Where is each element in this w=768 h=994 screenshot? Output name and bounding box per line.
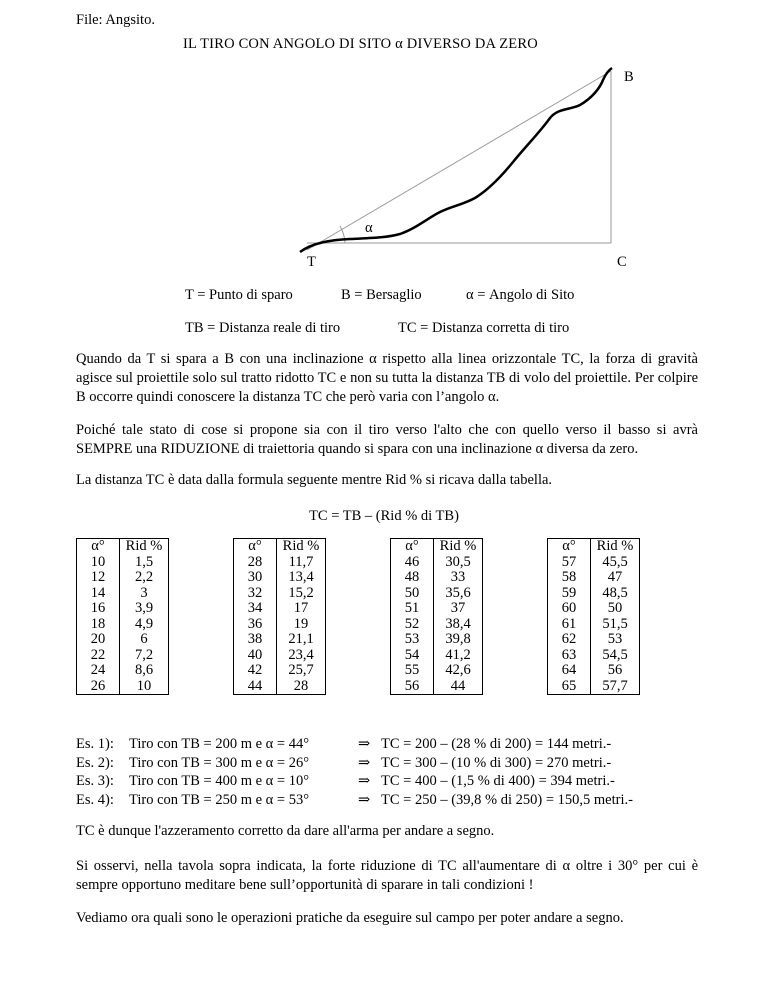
angle-cell: 58 [561,569,577,585]
rid-cell: 48,5 [602,584,628,601]
angle-header: α° [405,538,419,554]
angle-cell: 53 [404,631,420,647]
rid-cell: 6 [140,631,148,647]
example-result: TC = 300 – (10 % di 300) = 270 metri.- [381,754,612,771]
reduction-table [390,538,483,695]
angle-cell: 57 [561,553,577,570]
angle-cell: 55 [404,662,420,678]
angle-cell: 34 [247,600,263,616]
angle-cell: 18 [90,615,106,632]
rid-cell: 19 [293,615,309,632]
angle-column [77,539,120,695]
example-number: Es. 3): [76,773,114,789]
paragraph-observation: Si osservi, nella tavola sopra indicata, la forte riduzione di TC all'aumentare di α oltre i 30° per cui è sempre opportuno meditare bene sull’opportunità di sparare in tali condizioni ! [76,858,698,893]
example-given: Tiro con TB = 300 m e α = 26° [129,754,309,771]
terrain-trajectory [300,68,612,252]
rid-cell: 11,7 [288,553,314,570]
example-given: Tiro con TB = 400 m e α = 10° [129,773,309,789]
angle-column [548,539,591,695]
angle-cell: 16 [90,600,106,616]
example-number: Es. 2): [76,754,114,771]
reduction-table [547,538,640,695]
implies-icon: ⇒ [358,736,371,752]
legend-tc: TC = Distanza corretta di tiro [398,320,570,336]
angle-cell: 61 [561,615,577,632]
legend-tb: TB = Distanza reale di tiro [185,320,341,336]
angle-cell: 20 [90,631,106,647]
rid-cell: 17 [293,600,309,616]
label-c: C [617,254,627,270]
example-result: TC = 200 – (28 % di 200) = 144 metri.- [381,736,612,752]
rid-cell: 45,5 [602,553,628,570]
rid-cell: 54,5 [602,646,628,663]
example-number: Es. 4): [76,791,114,808]
rid-column [277,539,326,695]
angle-cell: 26 [90,677,106,694]
angle-cell: 51 [404,600,420,616]
legend-alpha: α = Angolo di Sito [466,287,575,303]
rid-cell: 1,5 [134,553,154,570]
example-result: TC = 400 – (1,5 % di 400) = 394 metri.- [381,773,615,789]
page-title: IL TIRO CON ANGOLO DI SITO α DIVERSO DA ZERO [183,36,538,52]
rid-cell: 25,7 [288,662,314,678]
angle-cell: 14 [90,584,106,601]
rid-cell: 42,6 [445,662,471,678]
rid-cell: 8,6 [134,662,154,678]
rid-cell: 10 [136,677,152,694]
angle-header: α° [91,538,105,554]
rid-header: Rid % [439,538,477,554]
angle-cell: 30 [247,569,263,585]
rid-cell: 3 [140,584,148,601]
rid-cell: 2,2 [134,569,154,585]
rid-cell: 41,2 [445,646,471,663]
angle-cell: 64 [561,662,577,678]
legend-t: T = Punto di sparo [185,287,293,303]
rid-cell: 3,9 [134,600,154,616]
rid-cell: 15,2 [288,584,314,601]
label-t: T [307,254,316,270]
reduction-table [76,538,169,695]
angle-cell: 36 [247,615,263,632]
rid-column [591,539,640,695]
implies-icon: ⇒ [358,791,371,808]
rid-cell: 30,5 [445,553,471,570]
rid-cell: 37 [450,600,466,616]
angle-cell: 56 [404,677,420,694]
rid-cell: 39,8 [445,631,471,647]
rid-cell: 51,5 [602,615,628,632]
angle-cell: 63 [561,646,577,663]
rid-cell: 21,1 [288,631,314,647]
rid-cell: 47 [607,569,623,585]
angle-cell: 62 [561,631,577,647]
angle-column [234,539,277,695]
angle-cell: 42 [247,662,263,678]
rid-cell: 33 [450,569,466,585]
rid-cell: 53 [607,631,623,647]
rid-header: Rid % [125,538,163,554]
rid-header: Rid % [596,538,634,554]
file-label: File: Angsito. [76,12,155,28]
example-number: Es. 1): [76,736,114,752]
paragraph-conclusion: TC è dunque l'azzeramento corretto da dare all'arma per andare a segno. [76,823,495,839]
rid-cell: 44 [450,677,466,694]
rid-cell: 28 [293,677,309,694]
label-alpha: α [365,220,373,236]
angle-cell: 50 [404,584,420,601]
angle-header: α° [562,538,576,554]
rid-cell: 23,4 [288,646,314,663]
angle-cell: 32 [247,584,263,601]
angle-cell: 10 [90,553,106,570]
example-given: Tiro con TB = 200 m e α = 44° [129,736,309,752]
angle-cell: 60 [561,600,577,616]
angle-cell: 44 [247,677,263,694]
angle-cell: 46 [404,553,420,570]
angle-cell: 40 [247,646,263,663]
angle-cell: 54 [404,646,420,663]
rid-header: Rid % [282,538,320,554]
rid-cell: 4,9 [134,615,154,632]
reduction-table [233,538,326,695]
label-b: B [624,69,634,85]
angle-header: α° [248,538,262,554]
rid-cell: 13,4 [288,569,314,585]
paragraph-intro: Quando da T si spara a B con una inclinazione α rispetto alla linea orizzontale TC, la forza di gravità agisce sul proiettile solo sul tratto ridotto TC e non su tutta la distanza TB di volo del proiettile. Per colpire B occorre quindi conoscere la distanza TC che però varia con l’angolo α. [76,351,698,405]
legend-b: B = Bersaglio [341,287,422,303]
formula: TC = TB – (Rid % di TB) [309,508,459,524]
rid-cell: 56 [607,662,623,678]
angle-cell: 22 [90,646,106,663]
angle-cell: 28 [247,553,263,570]
paragraph-formula-intro: La distanza TC è data dalla formula seguente mentre Rid % si ricava dalla tabella. [76,472,553,488]
rid-column [434,539,483,695]
angle-cell: 48 [404,569,420,585]
angle-cell: 65 [561,677,577,694]
angle-cell: 38 [247,631,263,647]
example-given: Tiro con TB = 250 m e α = 53° [129,791,309,808]
paragraph-reduction: Poiché tale stato di cose si propone sia con il tiro verso l'alto che con quello verso il basso si avrà SEMPRE una RIDUZIONE di traiettoria quando si spara con una inclinazione α diversa da zero. [76,422,698,457]
angle-cell: 12 [90,569,106,585]
rid-column [120,539,169,695]
rid-cell: 38,4 [445,615,471,632]
trajectory-diagram [0,60,768,270]
angle-cell: 24 [90,662,106,678]
rid-cell: 57,7 [602,677,628,694]
paragraph-next: Vediamo ora quali sono le operazioni pratiche da eseguire sul campo per poter andare a segno. [76,910,624,926]
example-result: TC = 250 – (39,8 % di 250) = 150,5 metri.- [381,791,633,808]
rid-cell: 7,2 [134,646,154,663]
rid-cell: 50 [607,600,623,616]
angle-column [391,539,434,695]
line-of-sight [307,71,611,250]
implies-icon: ⇒ [358,754,371,771]
rid-cell: 35,6 [445,584,471,601]
angle-cell: 52 [404,615,420,632]
angle-cell: 59 [561,584,577,601]
implies-icon: ⇒ [358,773,371,789]
